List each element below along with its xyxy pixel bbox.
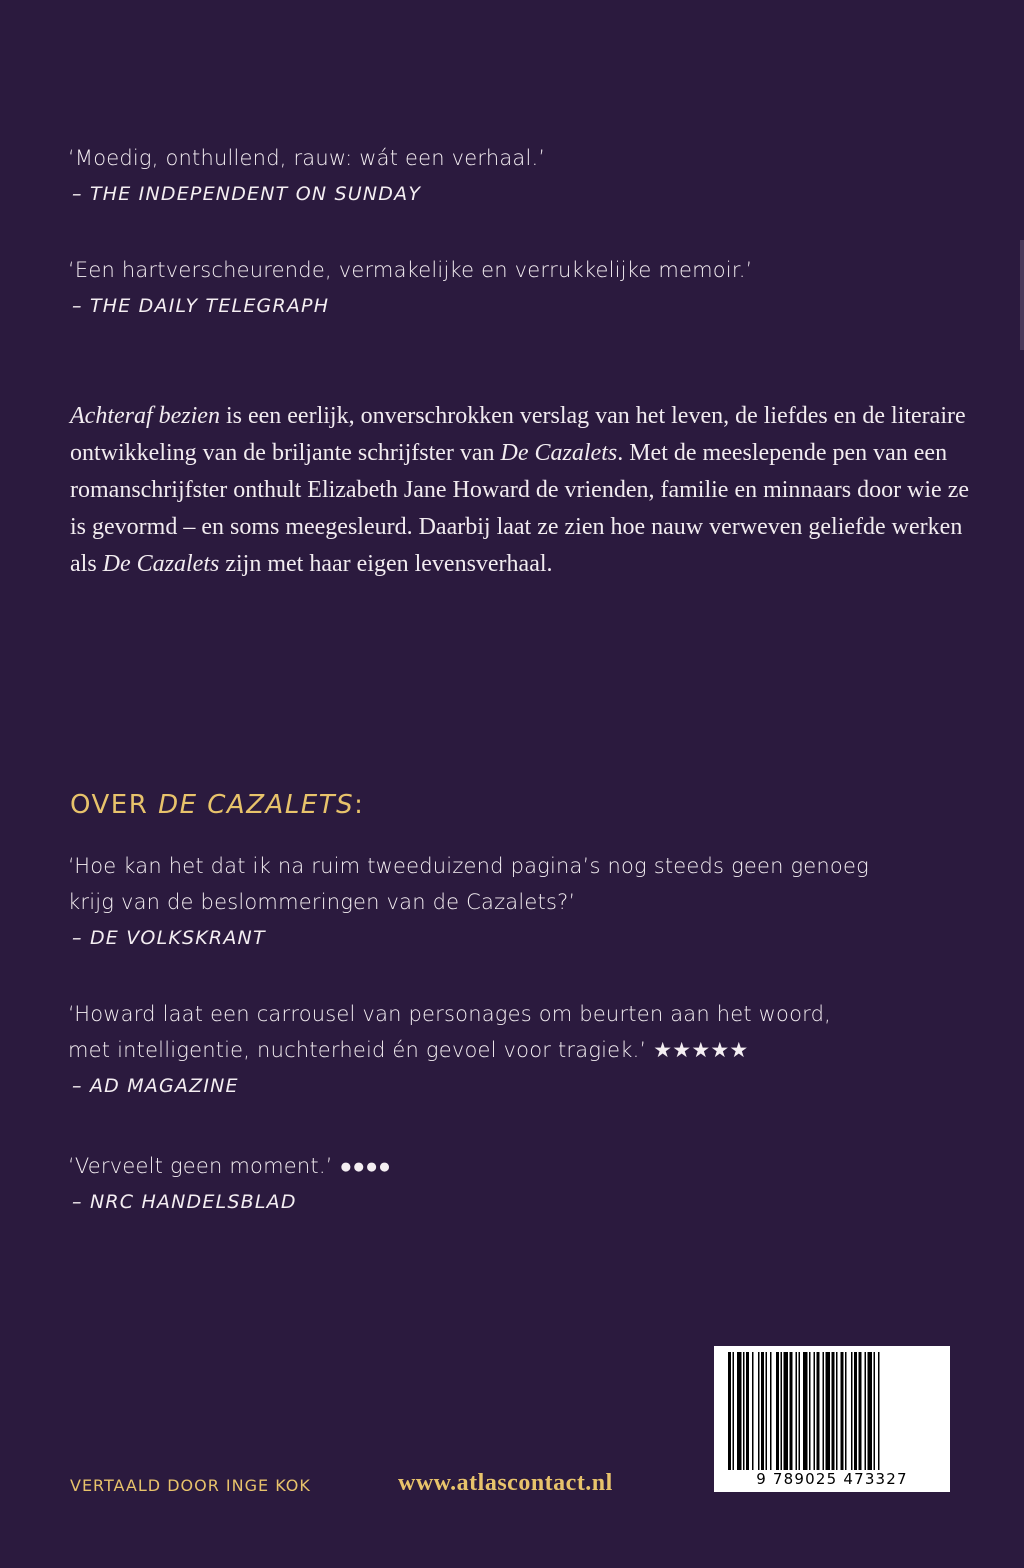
barcode-bar xyxy=(746,1352,749,1470)
section-heading-italic: DE CAZALETS xyxy=(158,790,355,820)
blurb-text-1: is een eerlijk, onverschrokken verslag van het leven, de liefdes en de literaire ontwikkeling van de briljante schrijfster van xyxy=(70,403,966,466)
blurb-text-3: zijn met haar eigen levensverhaal. xyxy=(219,551,553,577)
barcode-bar xyxy=(826,1352,831,1470)
review-quote: ‘Moedig, onthullend, rauw: wát een verhaal.’ xyxy=(68,146,546,170)
publisher-website: www.atlascontact.nl xyxy=(398,1470,613,1496)
review-source: – THE INDEPENDENT ON SUNDAY xyxy=(72,183,422,205)
blurb-work-2: De Cazalets xyxy=(102,551,220,577)
barcode-bar xyxy=(743,1352,745,1470)
barcode-bar xyxy=(766,1352,768,1470)
barcode-bar xyxy=(845,1352,847,1470)
barcode-bar xyxy=(752,1352,754,1470)
section-heading xyxy=(70,790,364,820)
barcode-bar xyxy=(790,1352,793,1470)
barcode-bar xyxy=(814,1352,816,1470)
blurb-work-1: De Cazalets xyxy=(500,440,618,466)
review-source: – NRC HANDELSBLAD xyxy=(72,1191,297,1213)
review-telegraph xyxy=(68,252,753,324)
review-quote: ‘Een hartverscheurende, vermakelijke en verrukkelijke memoir.’ xyxy=(68,258,753,282)
barcode-bar xyxy=(728,1352,731,1470)
barcode-bar xyxy=(733,1352,735,1470)
barcode-bar xyxy=(737,1352,742,1470)
review-nrc xyxy=(68,1148,391,1220)
review-line: ‘Howard laat een carrousel van personages om beurten aan het woord, xyxy=(68,1002,832,1026)
edge-mark xyxy=(1020,240,1024,350)
review-source: – DE VOLKSKRANT xyxy=(72,927,266,949)
barcode-bar xyxy=(874,1352,876,1470)
review-independent xyxy=(68,140,545,212)
barcode-bar xyxy=(796,1352,798,1470)
isbn-number: 9 789025 473327 xyxy=(756,1470,908,1488)
barcode-bar xyxy=(841,1352,844,1470)
barcode-bar xyxy=(859,1352,862,1470)
barcode-bar xyxy=(809,1352,811,1470)
review-line: krijg van de beslommeringen van de Cazalets?’ xyxy=(68,890,576,914)
barcode-bars xyxy=(714,1346,950,1470)
barcode-bar xyxy=(781,1352,783,1470)
review-source: – THE DAILY TELEGRAPH xyxy=(72,295,330,317)
barcode-bar xyxy=(878,1352,880,1470)
section-heading-prefix: OVER xyxy=(70,790,159,820)
barcode-bar xyxy=(868,1352,873,1470)
review-line: ‘Verveelt geen moment.’ ●●●● xyxy=(68,1154,391,1178)
barcode-bar xyxy=(836,1352,838,1470)
review-line: ‘Hoe kan het dat ik na ruim tweeduizend pagina’s nog steeds geen genoeg xyxy=(68,854,869,878)
barcode-bar xyxy=(823,1352,825,1470)
barcode-bar xyxy=(851,1352,853,1470)
barcode-bar xyxy=(865,1352,867,1470)
barcode-bar xyxy=(761,1352,764,1470)
barcode-bar xyxy=(832,1352,835,1470)
barcode-bar xyxy=(803,1352,808,1470)
barcode-bar xyxy=(854,1352,857,1470)
review-source: – AD MAGAZINE xyxy=(72,1075,239,1097)
barcode-bar xyxy=(776,1352,779,1470)
review-line: met intelligentie, nuchterheid én gevoel voor tragiek.’ ★★★★★ xyxy=(68,1038,749,1062)
review-volkskrant xyxy=(68,848,869,956)
isbn-barcode xyxy=(714,1346,950,1492)
barcode-bar xyxy=(758,1352,760,1470)
translator-credit: VERTAALD DOOR INGE KOK xyxy=(70,1476,311,1495)
section-heading-suffix: : xyxy=(354,790,365,820)
barcode-bar xyxy=(799,1352,801,1470)
blurb-title: Achteraf bezien xyxy=(70,403,220,429)
blurb-text-2: . Met de meeslepende pen van een romanschrijfster onthult Elizabeth Jane Howard de vrienden, familie en minnaars door wie ze is gevormd – en soms meegesleurd. Daarbij laat ze zien hoe nauw verweven geliefde werken als xyxy=(70,440,970,577)
barcode-bar xyxy=(817,1352,820,1470)
barcode-bar xyxy=(784,1352,789,1470)
review-ad-magazine xyxy=(68,996,831,1104)
barcode-bar xyxy=(770,1352,772,1470)
book-blurb xyxy=(70,398,970,583)
